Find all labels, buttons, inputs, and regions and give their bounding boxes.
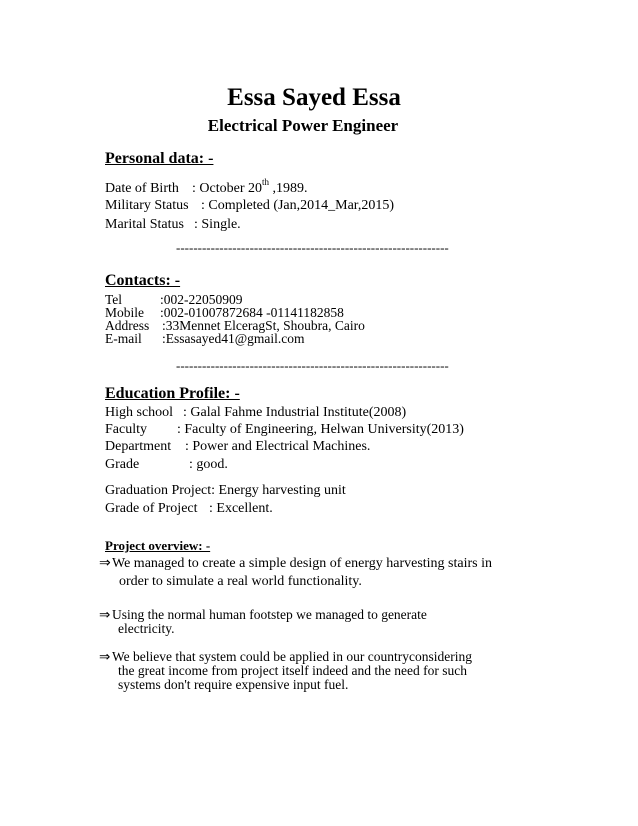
high-school-row bbox=[105, 404, 406, 421]
job-title-text: Electrical Power Engineer bbox=[207, 116, 399, 135]
project-paragraph-3 bbox=[99, 650, 472, 664]
p1-line1: We managed to create a simple design of energy harvesting stairs in bbox=[112, 556, 492, 571]
project-paragraph-1 bbox=[99, 555, 492, 573]
marital-row bbox=[105, 216, 241, 233]
address-label: Address bbox=[105, 318, 150, 333]
grade-row bbox=[105, 456, 228, 473]
dob-prefix: : October 20 bbox=[192, 181, 262, 196]
faculty-row bbox=[105, 421, 464, 438]
department-row bbox=[105, 438, 370, 455]
dob-label: Date of Birth bbox=[105, 181, 179, 196]
implies-arrow-icon: ⇒ bbox=[99, 607, 111, 622]
military-label: Military Status bbox=[105, 198, 189, 213]
dob-value bbox=[192, 177, 308, 196]
separator-2: --------------------------------------------------------------- bbox=[176, 358, 449, 373]
department-label: Department bbox=[105, 439, 172, 454]
email-label: E-mail bbox=[105, 331, 142, 346]
high-school-value: : Galal Fahme Industrial Institute(2008) bbox=[183, 405, 407, 420]
email-row bbox=[105, 331, 305, 346]
project-grade-value: : Excellent. bbox=[209, 501, 273, 516]
project-paragraph-2 bbox=[99, 608, 427, 622]
separator-1: --------------------------------------------------------------- bbox=[176, 240, 449, 255]
military-row bbox=[105, 197, 394, 214]
p3-line1: We believe that system could be applied in our countryconsidering bbox=[112, 649, 472, 664]
mobile-label: Mobile bbox=[105, 305, 144, 320]
faculty-value: : Faculty of Engineering, Helwan University(2013) bbox=[177, 422, 464, 437]
candidate-name-text: Essa Sayed Essa bbox=[227, 84, 401, 111]
high-school-label: High school bbox=[105, 405, 174, 420]
marital-label: Marital Status bbox=[105, 217, 184, 232]
dob-suffix: ,1989. bbox=[269, 181, 308, 196]
p3-line3: systems don't require expensive input fuel. bbox=[118, 677, 349, 692]
education-heading: Education Profile: - bbox=[105, 385, 240, 402]
marital-value: : Single. bbox=[194, 217, 241, 232]
dob-row bbox=[105, 174, 308, 197]
address-value: :33Mennet ElceragSt, Shoubra, Cairo bbox=[162, 318, 365, 333]
personal-data-heading: Personal data: - bbox=[105, 150, 214, 167]
implies-arrow-icon: ⇒ bbox=[99, 556, 111, 571]
project-grade-row bbox=[105, 500, 273, 517]
project-overview-heading: Project overview: - bbox=[105, 538, 211, 553]
p2-line1: Using the normal human footstep we managed to generate bbox=[112, 607, 427, 622]
project-grade-label: Grade of Project bbox=[105, 501, 198, 516]
graduation-project: Graduation Project: Energy harvesting unit bbox=[105, 483, 346, 498]
email-value[interactable]: :Essasayed41@gmail.com bbox=[162, 331, 305, 346]
tel-label: Tel bbox=[105, 292, 123, 307]
faculty-label: Faculty bbox=[105, 422, 147, 437]
job-title bbox=[0, 116, 638, 136]
military-value: : Completed (Jan,2014_Mar,2015) bbox=[201, 198, 395, 213]
p3-line2: the great income from project itself indeed and the need for such bbox=[118, 663, 467, 678]
implies-arrow-icon: ⇒ bbox=[99, 649, 111, 664]
department-value: : Power and Electrical Machines. bbox=[185, 439, 371, 454]
grade-label: Grade bbox=[105, 457, 140, 472]
candidate-name bbox=[0, 84, 638, 112]
p2-line2: electricity. bbox=[118, 621, 175, 636]
p1-line2: order to simulate a real world functionality. bbox=[119, 574, 362, 589]
dob-sup: th bbox=[261, 177, 269, 187]
mobile-value: :002-01007872684 -01141182858 bbox=[160, 305, 344, 320]
contacts-heading: Contacts: - bbox=[105, 272, 181, 289]
grade-value: : good. bbox=[189, 457, 228, 472]
tel-value: :002-22050909 bbox=[160, 292, 243, 307]
